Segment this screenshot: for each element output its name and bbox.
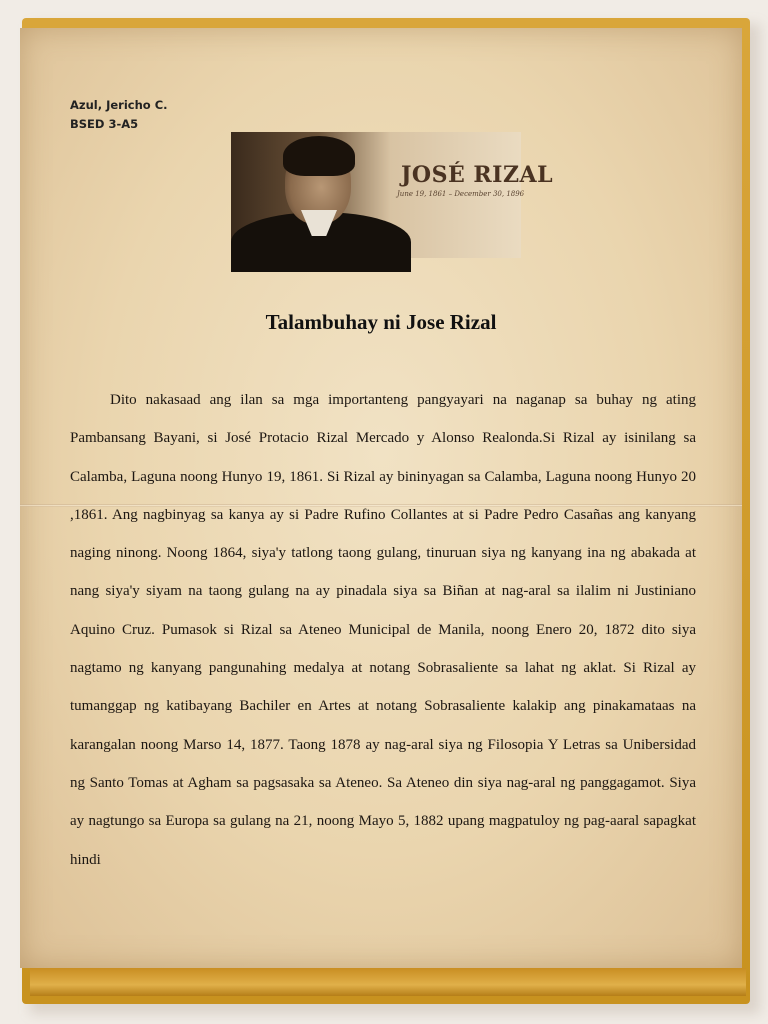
document-title: Talambuhay ni Jose Rizal	[265, 310, 497, 334]
banner-dates: June 19, 1861 – December 30, 1896	[397, 190, 525, 198]
document-paragraph: Dito nakasaad ang ilan sa mga importanteng pangyayari na naganap sa buhay ng ating Pambansang Bayani, si José Protacio Rizal Mercado y Alonso Realonda.Si Rizal ay isinilang sa Calamba, Laguna noong Hunyo 19, 1861. Si Rizal ay bininyagan sa Calamba, Laguna noong Hunyo 20 ,1861. Ang nagbinyag sa kanya ay si Padre Rufino Collantes at si Padre Pedro Casañas ang kanyang naging ninong. Noong 1864, siya'y tatlong taong gulang, tinuruan siya ng kanyang ina ng abakada at nang siya'y siyam na taong gulang na ay pinadala siya sa Biñan at nag-aral sa ilalim ni Justiniano Aquino Cruz. Pumasok si Rizal sa Ateneo Municipal de Manila, noong Enero 20, 1872 dito siya nagtamo ng kanyang pangunahing medalya at notang Sobrasaliente sa lahat ng aklat. Si Rizal ay tumanggap ng katibayang Bachiler en Artes at notang Sobrasaliente kalakip ang pinakamataas na karangalan noong Marso 14, 1877. Taong 1878 ay nag-aral siya ng Filosopia Y Letras sa Unibersidad ng Santo Tomas at Agham sa pagsasaka sa Ateneo. Sa Ateneo din siya nag-aral ng panggagamot. Siya ay nagtungo sa Europa sa gulang na 21, noong Mayo 5, 1882 upang magpatuloy ng pag-aaral sapagkat hindi	[70, 392, 696, 868]
portrait-hair	[283, 136, 355, 176]
author-section: BSED 3-A5	[70, 117, 139, 131]
author-block	[70, 96, 168, 134]
banner-title: JOSÉ RIZAL	[401, 162, 554, 188]
author-name: Azul, Jericho C.	[70, 98, 168, 112]
rizal-banner-image	[231, 132, 554, 258]
book-cover-edge	[30, 968, 746, 996]
paper-page	[20, 28, 742, 968]
